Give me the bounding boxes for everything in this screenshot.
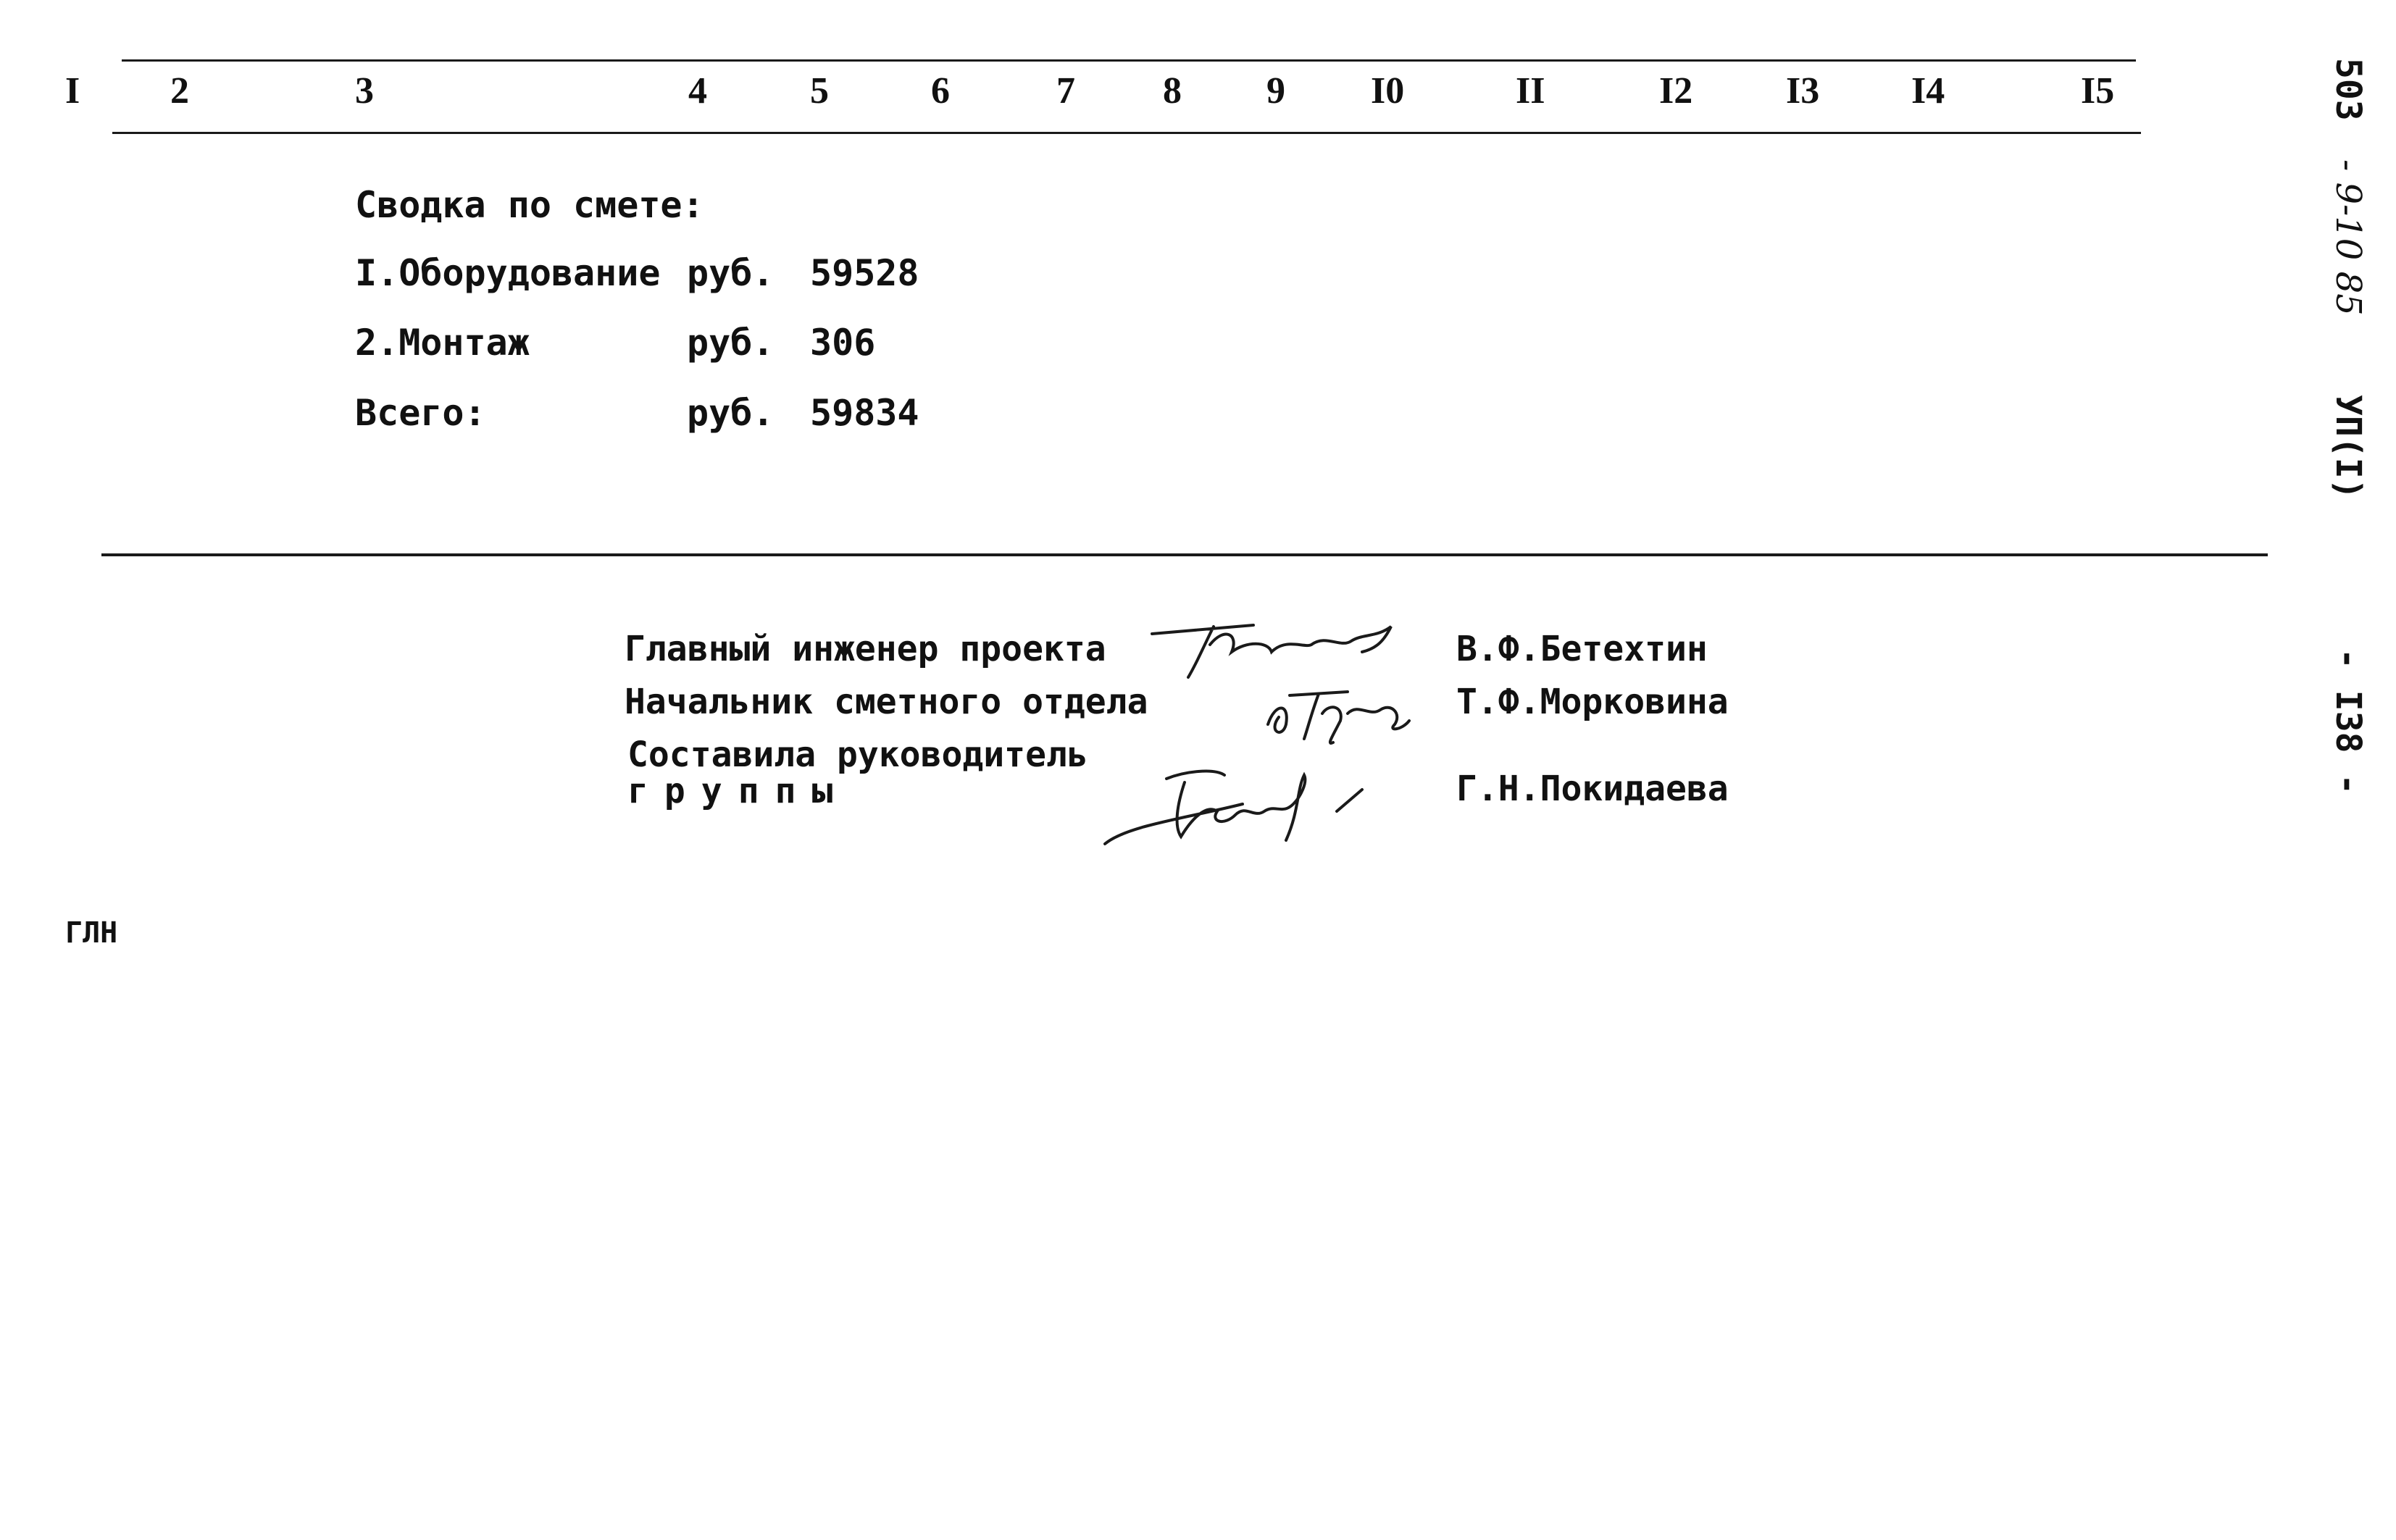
signatory-role-continued: группы: [627, 771, 849, 811]
summary-row-label: I.Оборудование: [355, 252, 661, 294]
document-code: 503: [2328, 58, 2368, 121]
footer-mark: ГЛН: [65, 916, 118, 950]
signature-estimates-head: [1261, 674, 1420, 753]
header-bottom-rule: [112, 132, 2141, 134]
page-number: - I38 -: [2328, 648, 2368, 795]
summary-row-label: 2.Монтаж: [355, 322, 530, 364]
summary-total-value: 59834: [810, 392, 919, 434]
signatory-name: В.Ф.Бетехтин: [1456, 629, 1708, 669]
column-number: 7: [1056, 70, 1075, 112]
signatory-role: Начальник сметного отдела: [625, 682, 1148, 722]
column-number: I0: [1371, 70, 1405, 112]
column-number: 4: [688, 70, 707, 112]
summary-row-unit: руб.: [687, 322, 775, 364]
column-number: I5: [2081, 70, 2115, 112]
header-top-rule: [122, 59, 2136, 62]
column-number: 8: [1163, 70, 1182, 112]
summary-total-unit: руб.: [687, 392, 775, 434]
column-number: I: [65, 70, 80, 112]
signatory-name: Г.Н.Покидаева: [1456, 769, 1729, 809]
summary-row-unit: руб.: [687, 252, 775, 294]
summary-title: Сводка по смете:: [355, 184, 704, 226]
section-code: УП(I): [2328, 395, 2368, 500]
column-number: 3: [355, 70, 374, 112]
signature-group-leader: [1098, 761, 1402, 855]
column-number: I2: [1659, 70, 1693, 112]
column-number: I3: [1786, 70, 1820, 112]
summary-row-value: 59528: [810, 252, 919, 294]
column-number: 2: [170, 70, 189, 112]
column-number: 5: [810, 70, 829, 112]
column-number: 9: [1266, 70, 1285, 112]
summary-row-value: 306: [810, 322, 876, 364]
signatory-role: Составила руководитель: [627, 735, 1088, 775]
column-number: 6: [931, 70, 950, 112]
signatory-name: Т.Ф.Морковина: [1456, 682, 1729, 722]
section-divider: [101, 553, 2268, 556]
handwritten-designation: - 9-10 85: [2328, 159, 2368, 316]
signatory-role: Главный инженер проекта: [625, 629, 1106, 669]
summary-total-label: Всего:: [355, 392, 486, 434]
column-number: I4: [1911, 70, 1945, 112]
column-number: II: [1516, 70, 1545, 112]
